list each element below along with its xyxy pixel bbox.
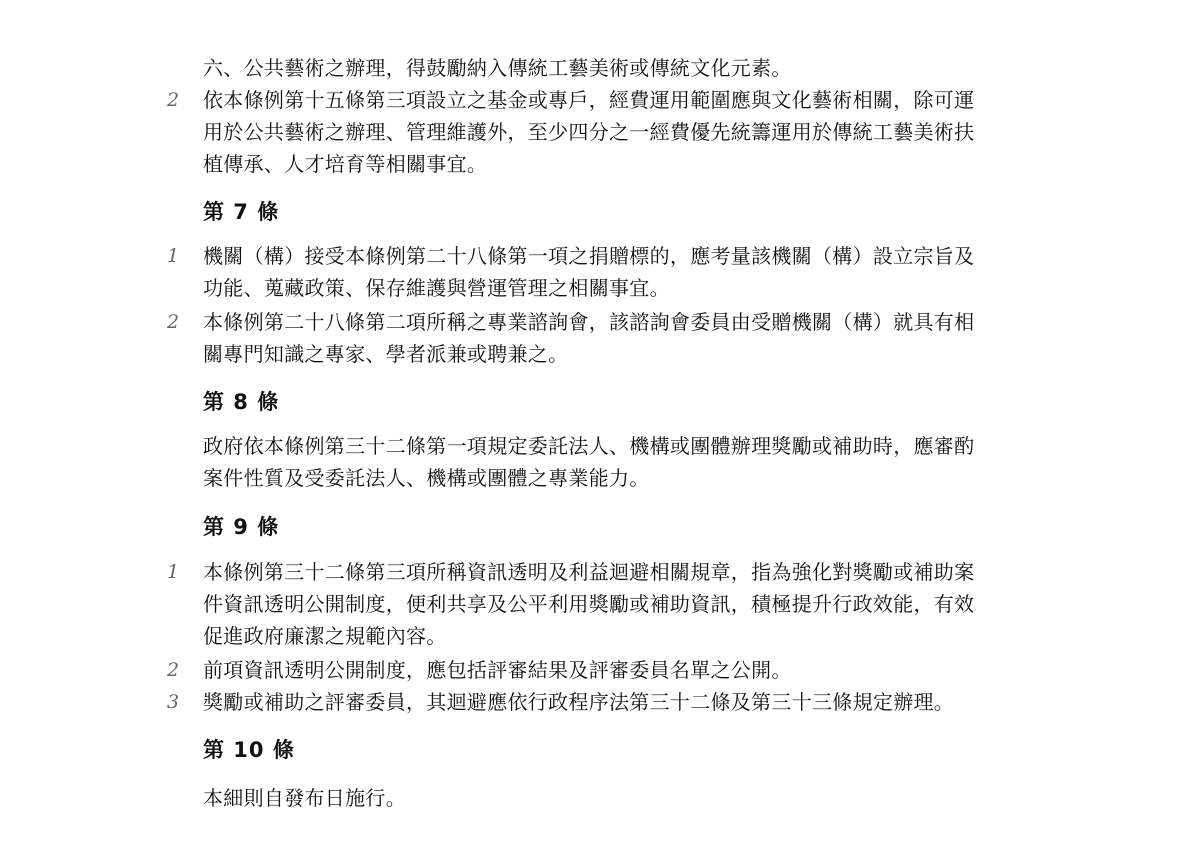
paragraph-line: 六、公共藝術之辦理，得鼓勵納入傳統工藝美術或傳統文化元素。 [203, 56, 792, 80]
paragraph-line: 用於公共藝術之辦理、管理維護外，至少四分之一經費優先統籌運用於傳統工藝美術扶 [203, 120, 975, 144]
paragraph-line: 前項資訊透明公開制度，應包括評審結果及評審委員名單之公開。 [203, 658, 792, 682]
paragraph-line: 機關（構）接受本條例第二十八條第一項之捐贈標的，應考量該機關（構）設立宗旨及 [203, 244, 975, 268]
paragraph-line: 功能、蒐藏政策、保存維護與營運管理之相關事宜。 [203, 276, 670, 300]
article-heading: 第 9 條 [203, 515, 280, 539]
clause-number: 3 [167, 691, 180, 713]
article-heading: 第 10 條 [203, 738, 295, 762]
clause-number: 2 [167, 659, 180, 681]
paragraph-line: 本條例第三十二條第三項所稱資訊透明及利益迴避相關規章，指為強化對獎勵或補助案 [203, 560, 975, 584]
paragraph-line: 植傳承、人才培育等相關事宜。 [203, 152, 488, 176]
paragraph-line: 本細則自發布日施行。 [203, 786, 406, 810]
clause-number: 2 [167, 311, 180, 333]
paragraph-line: 案件性質及受委託法人、機構或團體之專業能力。 [203, 466, 650, 490]
clause-number: 1 [167, 245, 180, 267]
paragraph-line: 促進政府廉潔之規範內容。 [203, 624, 447, 648]
paragraph-line: 依本條例第十五條第三項設立之基金或專戶，經費運用範圍應與文化藝術相關，除可運 [203, 88, 975, 112]
paragraph-line: 政府依本條例第三十二條第一項規定委託法人、機構或團體辦理獎勵或補助時，應審酌 [203, 434, 975, 458]
paragraph-line: 關專門知識之專家、學者派兼或聘兼之。 [203, 342, 569, 366]
clause-number: 1 [167, 561, 180, 583]
article-heading: 第 7 條 [203, 200, 280, 224]
paragraph-line: 獎勵或補助之評審委員，其迴避應依行政程序法第三十二條及第三十三條規定辦理。 [203, 690, 955, 714]
paragraph-line: 件資訊透明公開制度，便利共享及公平利用獎勵或補助資訊，積極提升行政效能，有效 [203, 592, 975, 616]
paragraph-line: 本條例第二十八條第二項所稱之專業諮詢會，該諮詢會委員由受贈機關（構）就具有相 [203, 310, 975, 334]
clause-number: 2 [167, 89, 180, 111]
article-heading: 第 8 條 [203, 390, 280, 414]
